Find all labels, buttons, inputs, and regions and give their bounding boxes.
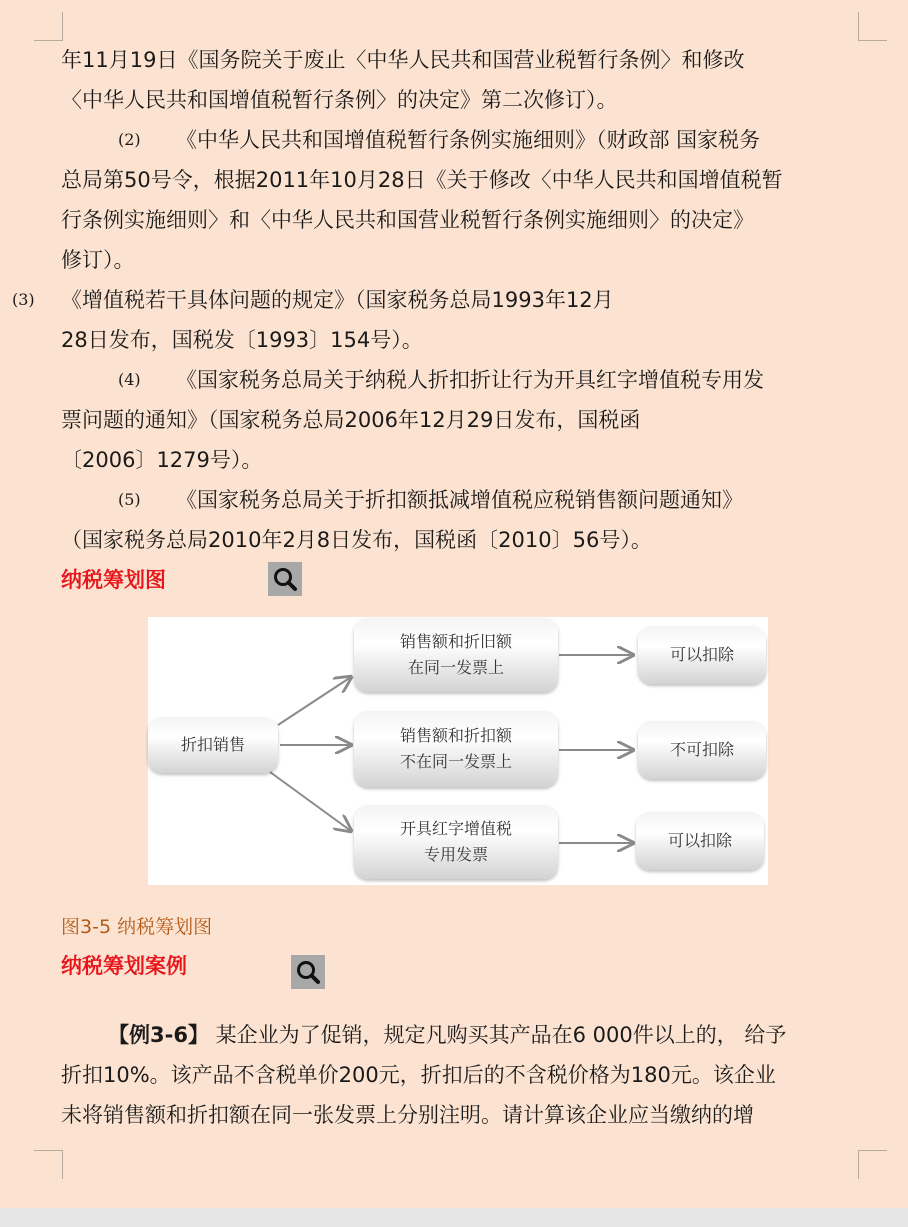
list-number: (5) [118,490,141,509]
zoom-button[interactable] [291,955,325,989]
node-label: 开具红字增值税 [399,819,512,838]
crop-mark-bottom-left [34,1150,63,1179]
section-heading-planning-case: 纳税筹划案例 [61,954,187,978]
node-not-deductible [638,721,766,779]
example-line: 折扣10%。该产品不含税单价200元，折扣后的不含税价格为180元。该企业 [61,1063,776,1087]
text-line: 总局第50号令，根据2011年10月28日《关于修改〈中华人民共和国增值税暂 [61,168,783,192]
node-different-invoice [354,711,558,787]
node-deductible-2 [636,812,764,870]
magnifier-icon [268,562,302,596]
text-line: 〔2006〕1279号）。 [61,448,263,472]
example-line [108,1015,786,1055]
node-discount-sale [148,717,278,773]
crop-mark-bottom-right [858,1150,887,1179]
node-deductible-1 [638,626,766,684]
example-line: 未将销售额和折扣额在同一张发票上分别注明。请计算该企业应当缴纳的增 [61,1103,754,1127]
zoom-button[interactable] [268,562,302,596]
node-label: 专用发票 [423,845,488,864]
text-line: 《中华人民共和国增值税暂行条例实施细则》（财政部 国家税务 [176,128,761,152]
text-line: 〈中华人民共和国增值税暂行条例〉的决定》第二次修订）。 [61,88,618,112]
list-number: (4) [118,370,141,389]
node-label: 可以扣除 [667,831,732,850]
node-label: 可以扣除 [669,645,734,664]
node-label: 销售额和折旧额 [399,632,512,651]
arrow-root-to-mid3 [270,772,351,831]
text-line: 《国家税务总局关于折扣额抵减增值税应税销售额问题通知》 [176,488,743,512]
node-label: 销售额和折扣额 [399,726,512,745]
node-label: 不可扣除 [669,740,734,759]
node-label: 不在同一发票上 [399,752,512,771]
list-number: (2) [118,130,141,149]
text-line: 《国家税务总局关于纳税人折扣折让行为开具红字增值税专用发 [176,368,764,392]
node-label: 折扣销售 [180,735,245,754]
node-red-invoice [354,805,558,879]
magnifier-icon [291,955,325,989]
node-label: 在同一发票上 [407,658,504,677]
window-bottom-bar [0,1208,908,1227]
example-label: 【例3-6】 [108,1023,209,1047]
text-line: 年11月19日《国务院关于废止〈中华人民共和国营业税暂行条例〉和修改 [61,48,745,72]
text-line: 28日发布，国税发〔1993〕154号）。 [61,328,423,352]
example-text: 某企业为了促销，规定凡购买其产品在6 000件以上的， 给予 [215,1023,787,1047]
figure-caption: 图3-5 纳税筹划图 [61,916,213,938]
crop-mark-top-left [34,12,63,41]
section-heading-planning-chart: 纳税筹划图 [61,568,166,592]
text-line: （国家税务总局2010年2月8日发布，国税函〔2010〕56号）。 [61,528,652,552]
text-line: 行条例实施细则〉和〈中华人民共和国营业税暂行条例实施细则〉的决定》 [61,208,754,232]
node-same-invoice [354,618,558,692]
list-number: (3) [12,290,35,309]
text-line: 票问题的通知》（国家税务总局2006年12月29日发布，国税函 [61,408,641,432]
text-line: 《增值税若干具体问题的规定》（国家税务总局1993年12月 [61,288,614,312]
tax-planning-diagram [148,617,768,885]
text-line: 修订）。 [61,248,135,272]
arrow-root-to-mid1 [278,677,351,725]
crop-mark-top-right [858,12,887,41]
